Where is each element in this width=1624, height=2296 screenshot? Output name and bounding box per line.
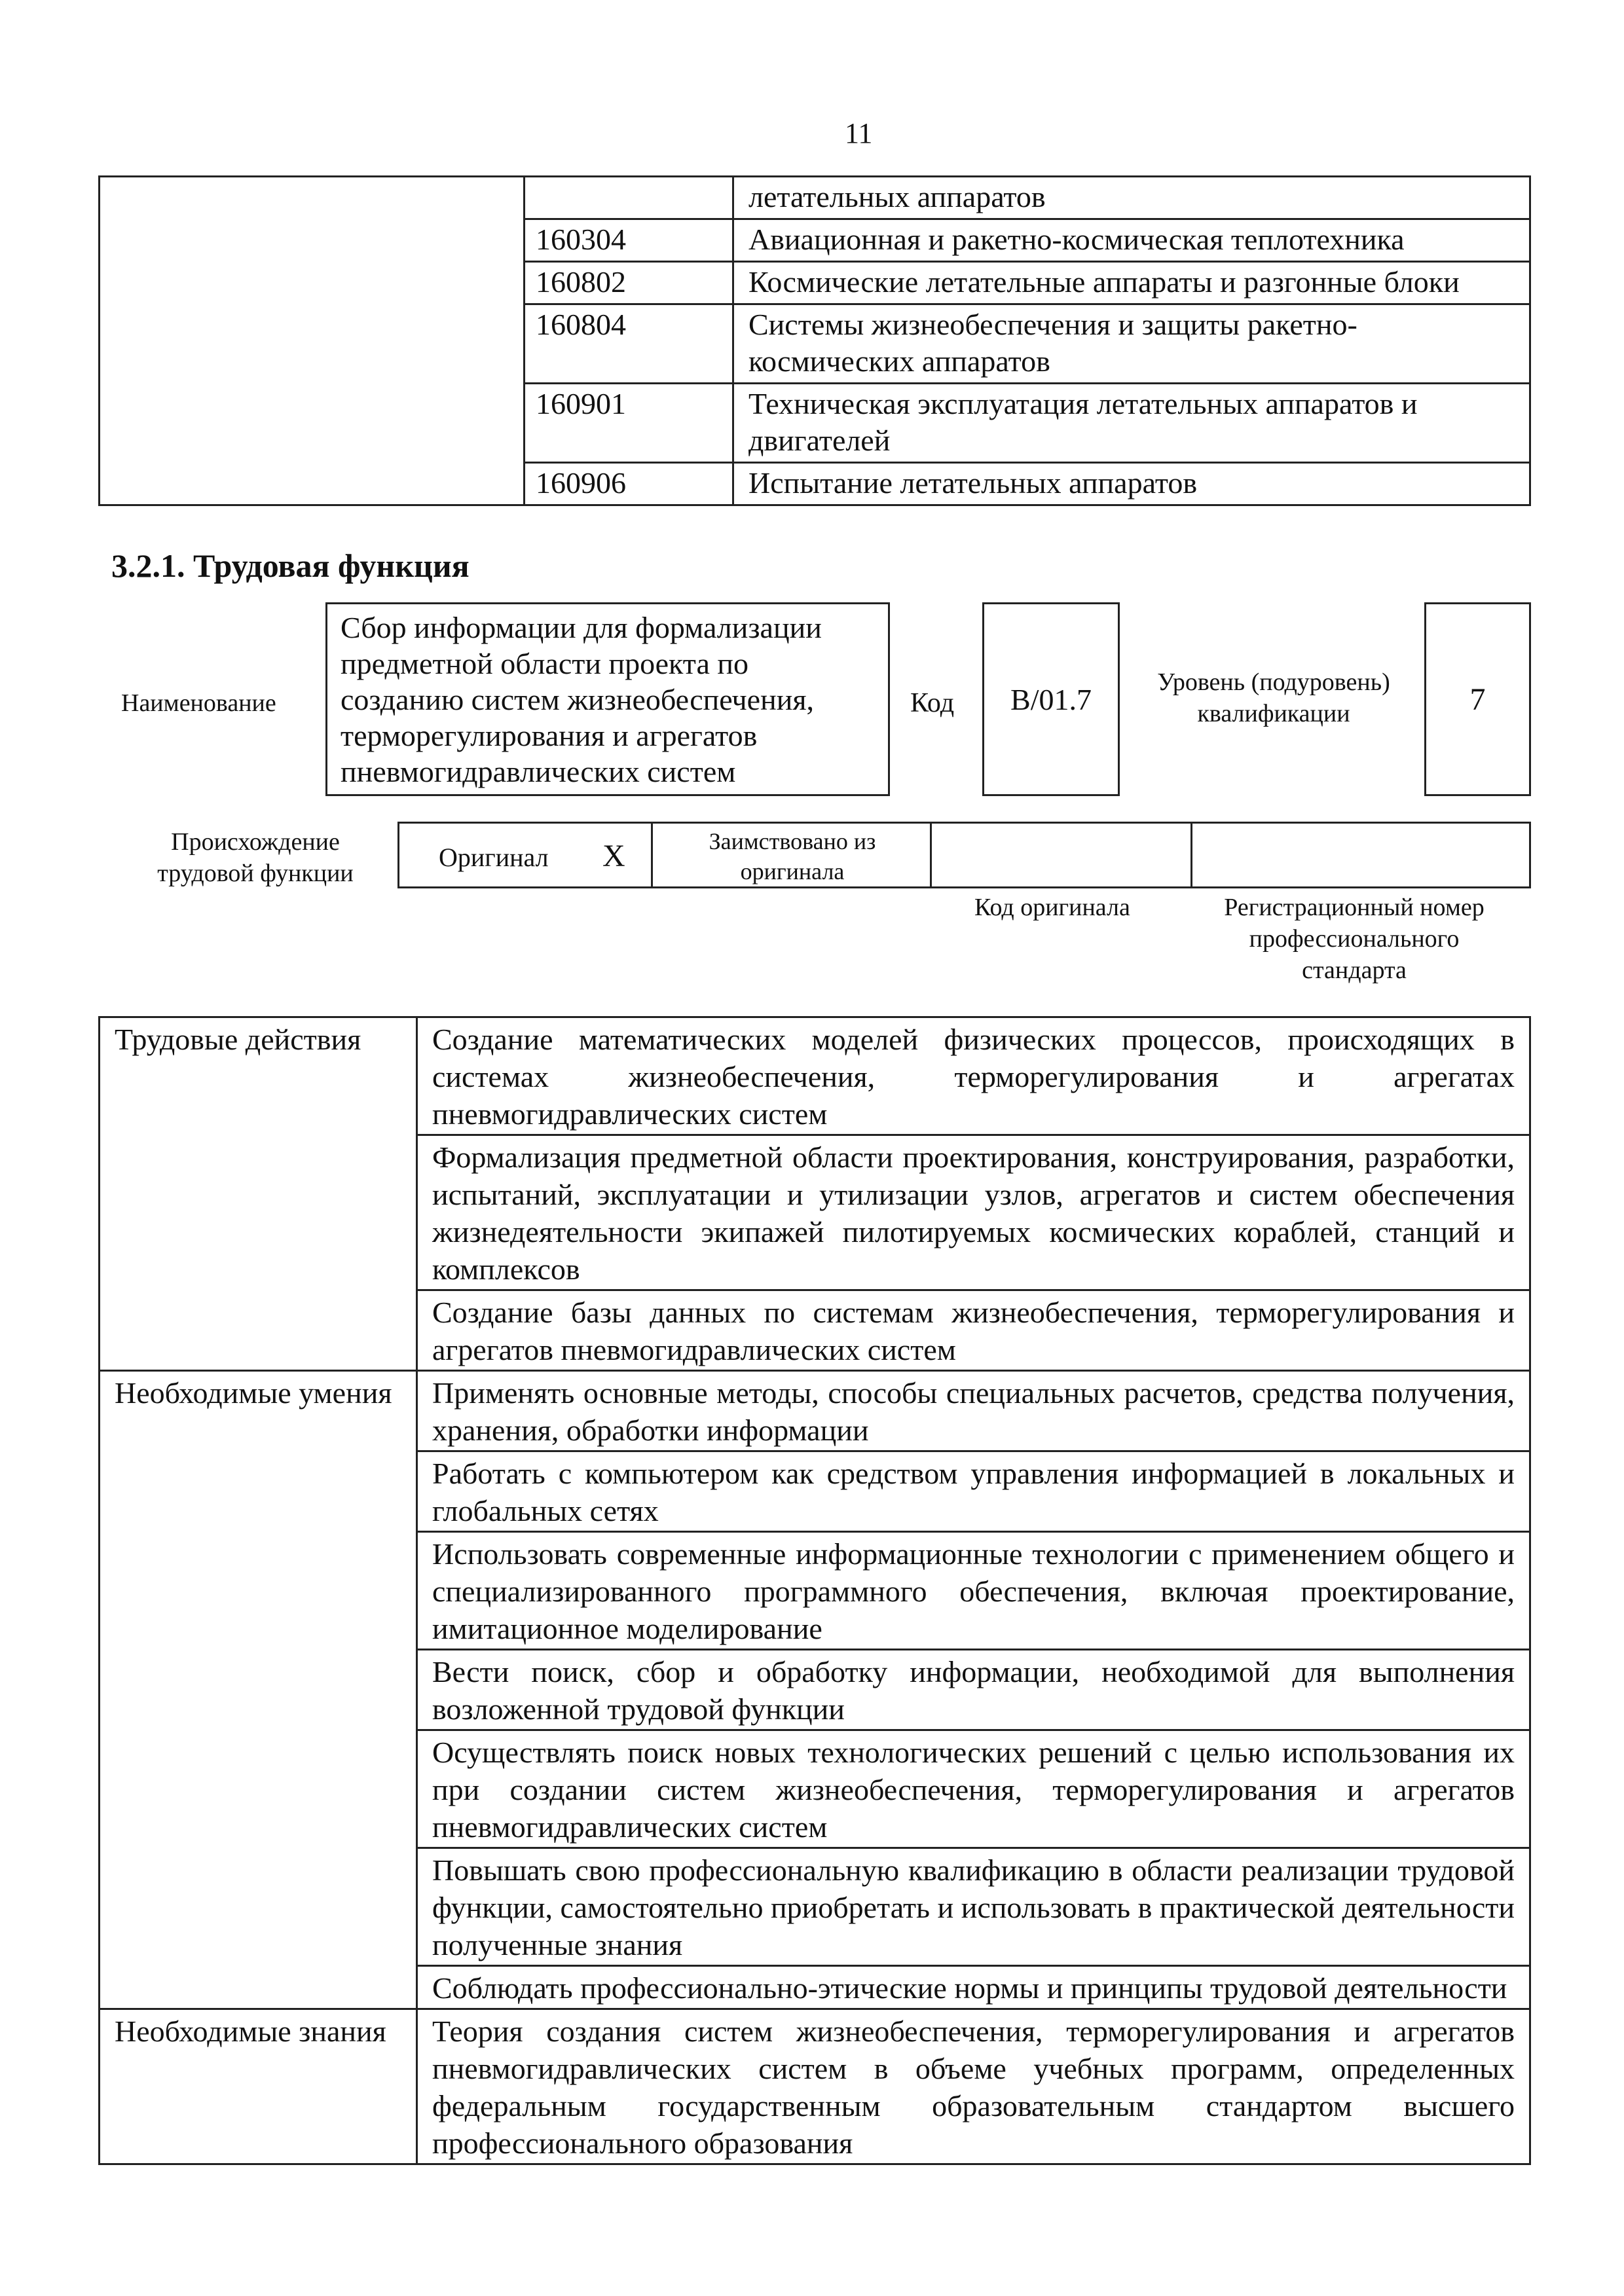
code-cell: 160906 xyxy=(525,463,733,505)
divider xyxy=(930,824,932,886)
origin-row xyxy=(397,822,1531,888)
function-name-value: Сбор информации для формализации предметной области проекта по созданию систем жизнеобеспечения, терморегулирования и агрегатов пневмогидравлических систем xyxy=(341,611,822,788)
table-cell: Соблюдать профессионально-этические нормы и принципы трудовой деятельности xyxy=(417,1966,1530,2009)
code-original-caption: Код оригинала xyxy=(974,894,1130,921)
page-number: 11 xyxy=(845,117,873,149)
reg-number-caption: Регистрационный номер профессионального стандарта xyxy=(1224,894,1485,984)
name-cell: Техническая эксплуатация летательных аппаратов и двигателей xyxy=(733,384,1530,463)
code-label: Код xyxy=(910,688,955,718)
section-header: Трудовые действия xyxy=(100,1017,417,1371)
table-row xyxy=(100,1371,1530,1451)
table-cell: Создание математических моделей физических процессов, происходящих в системах жизнеобеспечения, терморегулирования и агрегатах пневмогидравлических систем xyxy=(417,1017,1530,1135)
empty-merged-cell xyxy=(100,177,525,505)
name-cell: Авиационная и ракетно-космическая теплотехника xyxy=(733,219,1530,262)
table-row xyxy=(100,2009,1530,2164)
function-name-box xyxy=(325,602,890,796)
table-row xyxy=(100,1017,1530,1135)
level-box xyxy=(1424,602,1531,796)
table-cell: Осуществлять поиск новых технологических решений с целью использования их при создании систем жизнеобеспечения, терморегулирования и агрегатов пневмогидравлических систем xyxy=(417,1730,1530,1848)
name-label: Наименование xyxy=(121,689,276,717)
table-cell: Повышать свою профессиональную квалификацию в области реализации трудовой функции, самостоятельно приобретать и использовать в практической деятельности полученные знания xyxy=(417,1848,1530,1966)
code-cell: 160304 xyxy=(525,219,733,262)
name-cell: летательных аппаратов xyxy=(733,177,1530,219)
code-box xyxy=(982,602,1120,796)
code-cell xyxy=(525,177,733,219)
table-cell: Теория создания систем жизнеобеспечения, терморегулирования и агрегатов пневмогидравлических систем в объеме учебных программ, определенных федеральным государственным образовательным стандартом высшего профессионального образования xyxy=(417,2009,1530,2164)
table-cell: Работать с компьютером как средством управления информацией в локальных и глобальных сетях xyxy=(417,1451,1530,1532)
table-row xyxy=(100,177,1530,219)
code-cell: 160901 xyxy=(525,384,733,463)
level-label: Уровень (подуровень) квалификации xyxy=(1157,668,1390,727)
name-cell: Испытание летательных аппаратов xyxy=(733,463,1530,505)
function-details-table xyxy=(98,1016,1531,2165)
origin-label: Происхождение трудовой функции xyxy=(157,828,354,887)
section-heading: 3.2.1. Трудовая функция xyxy=(111,547,470,584)
code-value: B/01.7 xyxy=(1010,682,1092,716)
section-header: Необходимые умения xyxy=(100,1371,417,2009)
section-header: Необходимые знания xyxy=(100,2009,417,2164)
original-mark: X xyxy=(602,839,625,873)
specialty-codes-table xyxy=(98,175,1531,506)
code-cell: 160804 xyxy=(525,304,733,384)
borrowed-label: Заимствовано из оригинала xyxy=(709,828,876,884)
level-value: 7 xyxy=(1469,682,1486,717)
table-cell: Использовать современные информационные технологии с применением общего и специализированного программного обеспечения, включая проектирование, имитационное моделирование xyxy=(417,1532,1530,1650)
name-cell: Системы жизнеобеспечения и защиты ракетно-космических аппаратов xyxy=(733,304,1530,384)
table-cell: Применять основные методы, способы специальных расчетов, средства получения, хранения, обработки информации xyxy=(417,1371,1530,1451)
table-cell: Вести поиск, сбор и обработку информации, необходимой для выполнения возложенной трудовой функции xyxy=(417,1650,1530,1730)
original-label: Оригинал xyxy=(439,843,549,872)
table-cell: Создание базы данных по системам жизнеобеспечения, терморегулирования и агрегатов пневмогидравлических систем xyxy=(417,1290,1530,1371)
name-cell: Космические летательные аппараты и разгонные блоки xyxy=(733,262,1530,304)
divider xyxy=(1190,824,1192,886)
divider xyxy=(651,824,653,886)
code-cell: 160802 xyxy=(525,262,733,304)
table-cell: Формализация предметной области проектирования, конструирования, разработки, испытаний, эксплуатации и утилизации узлов, агрегатов и систем обеспечения жизнедеятельности экипажей пилотируемых космических кораблей, станций и комплексов xyxy=(417,1135,1530,1290)
